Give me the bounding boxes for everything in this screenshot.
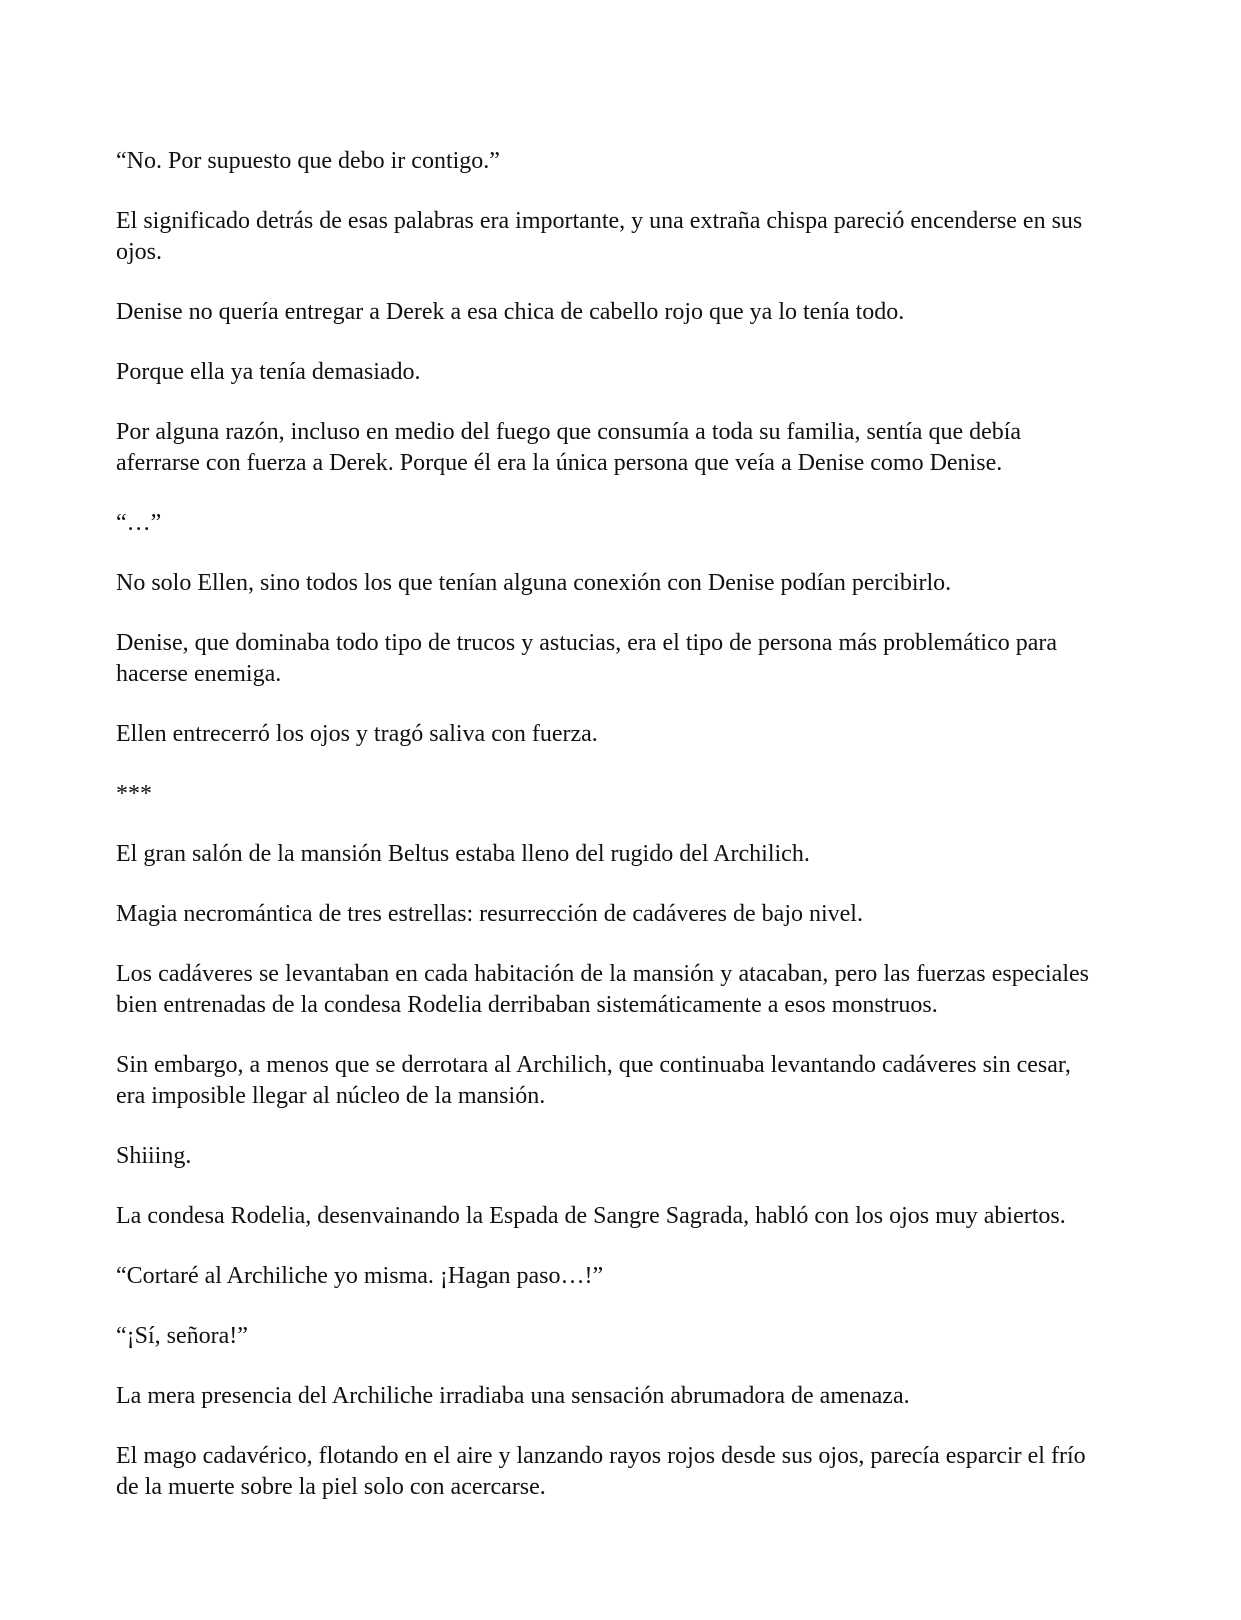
paragraph: “…” (116, 510, 162, 536)
paragraph: El gran salón de la mansión Beltus estaba lleno del rugido del Archilich. (116, 841, 810, 867)
paragraph: Ellen entrecerró los ojos y tragó saliva con fuerza. (116, 721, 598, 747)
paragraph: Shiiing. (116, 1143, 192, 1169)
paragraph: Sin embargo, a menos que se derrotara al Archilich, que continuaba levantando cadáveres sin cesar, era imposible llegar al núcleo de la mansión. (116, 1052, 1071, 1109)
paragraph: Denise no quería entregar a Derek a esa chica de cabello rojo que ya lo tenía todo. (116, 299, 905, 325)
paragraph: La mera presencia del Archiliche irradiaba una sensación abrumadora de amenaza. (116, 1383, 910, 1409)
paragraph: “Cortaré al Archiliche yo misma. ¡Hagan paso…!” (116, 1263, 604, 1289)
scene-break: *** (116, 781, 152, 807)
paragraph: Los cadáveres se levantaban en cada habitación de la mansión y atacaban, pero las fuerzas especiales bien entrenadas de la condesa Rodelia derribaban sistemáticamente a esos monstruos. (116, 961, 1089, 1018)
paragraph: Magia necromántica de tres estrellas: resurrección de cadáveres de bajo nivel. (116, 901, 863, 927)
paragraph: “No. Por supuesto que debo ir contigo.” (116, 148, 500, 174)
document-page (116, 146, 1089, 1532)
paragraph: Por alguna razón, incluso en medio del fuego que consumía a toda su familia, sentía que debía aferrarse con fuerza a Derek. Porque él era la única persona que veía a Denise como Denise. (116, 419, 1022, 476)
paragraph: Porque ella ya tenía demasiado. (116, 359, 421, 385)
paragraph: El mago cadavérico, flotando en el aire y lanzando rayos rojos desde sus ojos, parecía esparcir el frío de la muerte sobre la piel solo con acercarse. (116, 1443, 1086, 1500)
paragraph: “¡Sí, señora!” (116, 1323, 248, 1349)
paragraph: La condesa Rodelia, desenvainando la Espada de Sangre Sagrada, habló con los ojos muy abiertos. (116, 1203, 1066, 1229)
paragraph: Denise, que dominaba todo tipo de trucos y astucias, era el tipo de persona más problemático para hacerse enemiga. (116, 630, 1058, 687)
paragraph: El significado detrás de esas palabras era importante, y una extraña chispa pareció encenderse en sus ojos. (116, 208, 1083, 265)
paragraph: No solo Ellen, sino todos los que tenían alguna conexión con Denise podían percibirlo. (116, 570, 952, 596)
